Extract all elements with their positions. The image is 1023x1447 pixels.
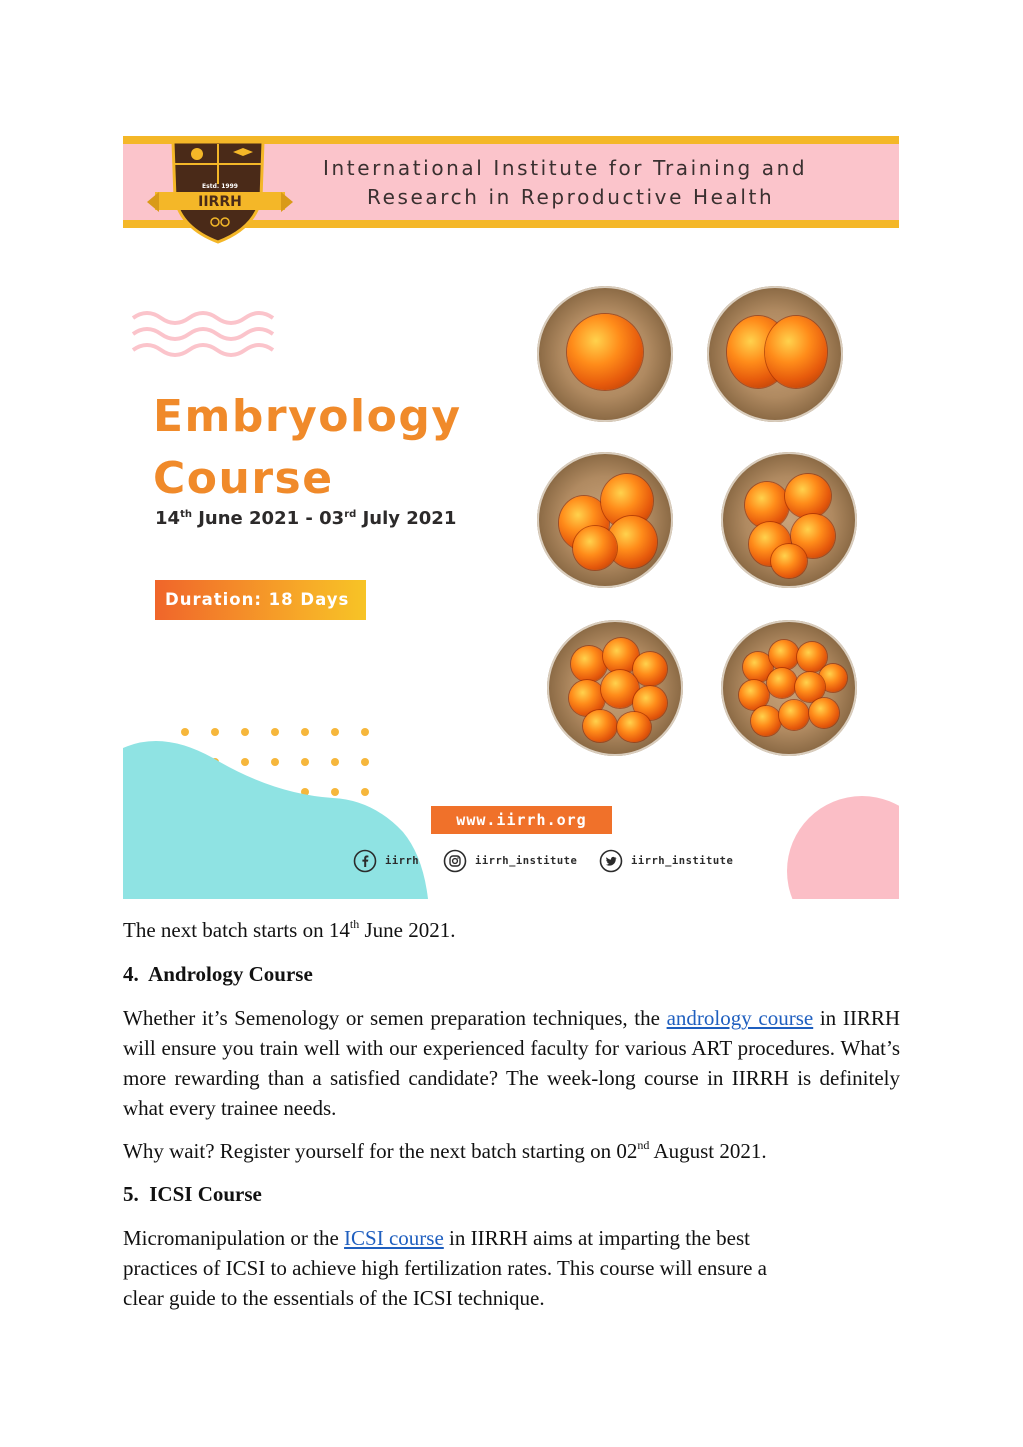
institute-name [323,154,883,212]
wave-decoration [131,308,291,358]
next-batch-text: The next batch starts on 14th June 2021. [123,917,456,942]
website-url: www.iirrh.org [431,806,612,834]
twitter-icon [599,849,623,873]
icsi-paragraph-line2: practices of ICSI to achieve high fertilization rates. This course will ensure a [123,1256,767,1280]
course-title-line1: Embryology [153,391,462,442]
course-title [153,386,462,510]
andrology-paragraph: Whether it’s Semenology or semen preparation techniques, the andrology course in IIRRH will ensure you train well with our experienced faculty for various ART procedures. What’s more rewarding than a satisfied candidate? The week-long course in IIRRH is definitely what every trainee needs. [123,1006,900,1120]
institute-name-line1: International Institute for Training and [323,156,808,180]
social-facebook: iirrh [353,848,419,874]
andrology-register-text: Why wait? Register yourself for the next batch starting on 02nd August 2021. [123,1138,767,1163]
embryo-image-6cell [721,452,857,588]
instagram-icon [443,849,467,873]
course-dates: 14th June 2021 - 03rd July 2021 [155,508,457,529]
icsi-course-link[interactable]: ICSI course [344,1226,444,1250]
social-instagram: iirrh_institute [443,848,577,874]
embryo-image-morula [721,620,857,756]
icsi-paragraph-line3: clear guide to the essentials of the ICSI technique. [123,1286,545,1310]
andrology-course-link[interactable]: andrology course [666,1006,814,1030]
icsi-paragraph [123,1223,900,1313]
logo-abbr-text: IIRRH [198,194,242,210]
embryo-image-4cell [537,452,673,588]
icsi-paragraph-line1: Micromanipulation or the ICSI course in IIRRH aims at imparting the best [123,1226,750,1250]
social-twitter: iirrh_institute [599,848,733,874]
pink-circle-decoration [787,796,899,899]
embryo-image-8cell [547,620,683,756]
course-banner [123,136,899,899]
duration-badge: Duration: 18 Days [155,580,366,620]
embryo-image-2cell [537,286,673,422]
course-title-line2: Course [153,453,334,504]
teal-wave-decoration [123,736,443,899]
section-heading-andrology: 4. Andrology Course [123,962,313,986]
iirrh-logo [145,136,295,246]
facebook-icon [353,849,377,873]
institute-name-line2: Research in Reproductive Health [367,185,775,209]
logo-estd-text: Estd. 1999 [202,183,238,190]
section-heading-icsi: 5. ICSI Course [123,1182,262,1206]
embryo-image-2cell-split [707,286,843,422]
